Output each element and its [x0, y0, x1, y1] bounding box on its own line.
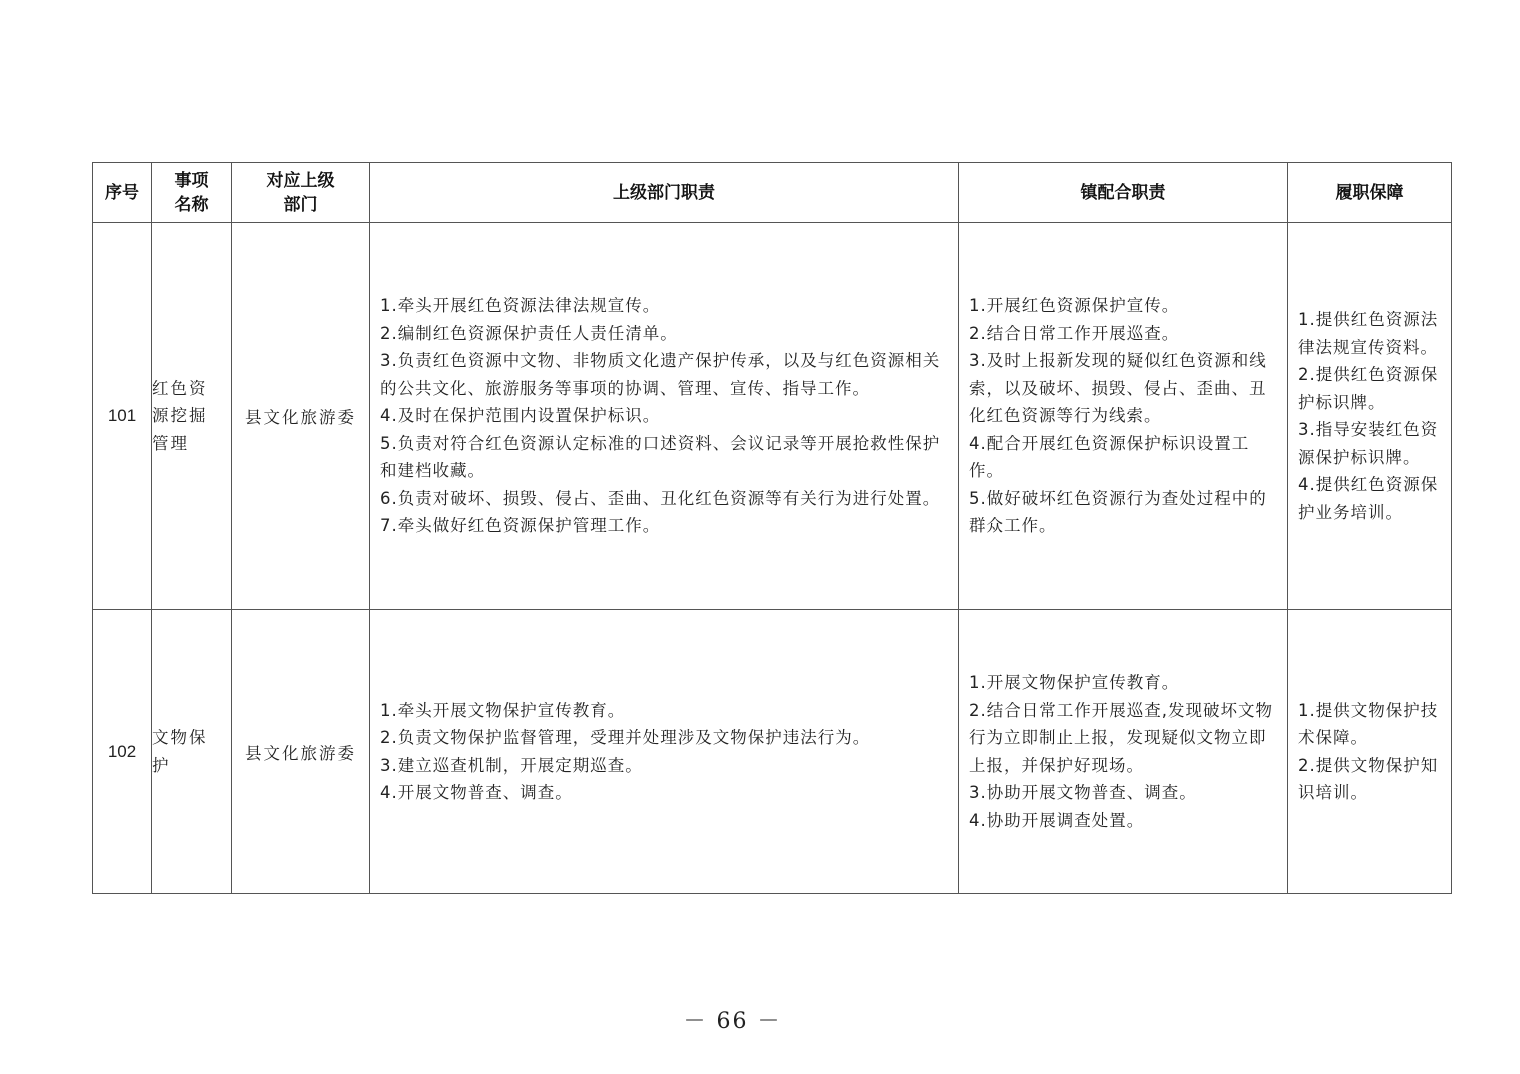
list-item: 1.提供红色资源法律法规宣传资料。 [1298, 310, 1439, 357]
guarantee-list [1298, 306, 1441, 526]
header-superior-duties: 上级部门职责 [370, 163, 959, 223]
list-item: 1.提供文物保护技术保障。 [1298, 700, 1439, 747]
guarantee-cell [1288, 610, 1452, 894]
row-number: 102 [93, 610, 152, 894]
town-duties-list [969, 292, 1277, 540]
town-duties-cell [959, 223, 1288, 610]
table-row [93, 223, 1452, 610]
list-item: 4.开展文物普查、调查。 [380, 783, 573, 802]
list-item: 1.牵头开展红色资源法律法规宣传。 [380, 296, 661, 316]
superior-duties-cell [370, 223, 959, 610]
list-item: 2.结合日常工作开展巡查。 [969, 323, 1180, 343]
header-guarantee: 履职保障 [1288, 163, 1452, 223]
header-town-duties: 镇配合职责 [959, 163, 1288, 223]
item-name: 文物保护 [152, 610, 232, 894]
header-no: 序号 [93, 163, 152, 223]
superior-duties-cell [370, 610, 959, 894]
item-name: 红色资源挖掘管理 [152, 223, 232, 610]
list-item: 4.协助开展调查处置。 [969, 810, 1145, 830]
list-item: 2.负责文物保护监督管理，受理并处理涉及文物保护违法行为。 [380, 728, 871, 747]
list-item: 5.负责对符合红色资源认定标准的口述资料、会议记录等开展抢救性保护和建档收藏。 [380, 433, 941, 481]
list-item: 6.负责对破坏、损毁、侵占、歪曲、丑化红色资源等有关行为进行处置。 [380, 488, 941, 508]
list-item: 4.配合开展红色资源保护标识设置工作。 [969, 433, 1250, 481]
header-item-name: 事项名称 [152, 163, 232, 223]
list-item: 5.做好破坏红色资源行为查处过程中的群众工作。 [969, 488, 1267, 536]
superior-dept: 县文化旅游委 [232, 223, 370, 610]
town-duties-list [969, 669, 1277, 834]
duty-table [92, 162, 1452, 894]
list-item: 3.建立巡查机制，开展定期巡查。 [380, 755, 643, 775]
list-item: 1.开展文物保护宣传教育。 [969, 673, 1180, 692]
list-item: 2.提供红色资源保护标识牌。 [1298, 365, 1439, 412]
header-row [93, 163, 1452, 223]
table-row [93, 610, 1452, 894]
list-item: 3.及时上报新发现的疑似红色资源和线索，以及破坏、损毁、侵占、歪曲、丑化红色资源等行为线索。 [969, 351, 1267, 426]
guarantee-cell [1288, 223, 1452, 610]
guarantee-list [1298, 697, 1441, 807]
superior-duties-list [380, 292, 948, 540]
list-item: 2.编制红色资源保护责任人责任清单。 [380, 323, 678, 343]
list-item: 1.牵头开展文物保护宣传教育。 [380, 700, 626, 720]
superior-dept: 县文化旅游委 [232, 610, 370, 894]
list-item: 3.负责红色资源中文物、非物质文化遗产保护传承，以及与红色资源相关的公共文化、旅游服务等事项的协调、管理、宣传、指导工作。 [380, 351, 941, 398]
list-item: 4.及时在保护范围内设置保护标识。 [380, 406, 661, 426]
header-superior-dept: 对应上级部门 [232, 163, 370, 223]
list-item: 2.结合日常工作开展巡查,发现破坏文物行为立即制止上报，发现疑似文物立即上报，并保护好现场。 [969, 700, 1273, 775]
row-number: 101 [93, 223, 152, 610]
town-duties-cell [959, 610, 1288, 894]
superior-duties-list [380, 697, 948, 807]
list-item: 3.协助开展文物普查、调查。 [969, 783, 1197, 802]
list-item: 7.牵头做好红色资源保护管理工作。 [380, 516, 661, 536]
list-item: 3.指导安装红色资源保护标识牌。 [1298, 420, 1439, 467]
list-item: 1.开展红色资源保护宣传。 [969, 296, 1180, 316]
list-item: 4.提供红色资源保护业务培训。 [1298, 475, 1439, 522]
list-item: 2.提供文物保护知识培训。 [1298, 755, 1439, 802]
page-number: － 66 － [683, 1009, 782, 1034]
